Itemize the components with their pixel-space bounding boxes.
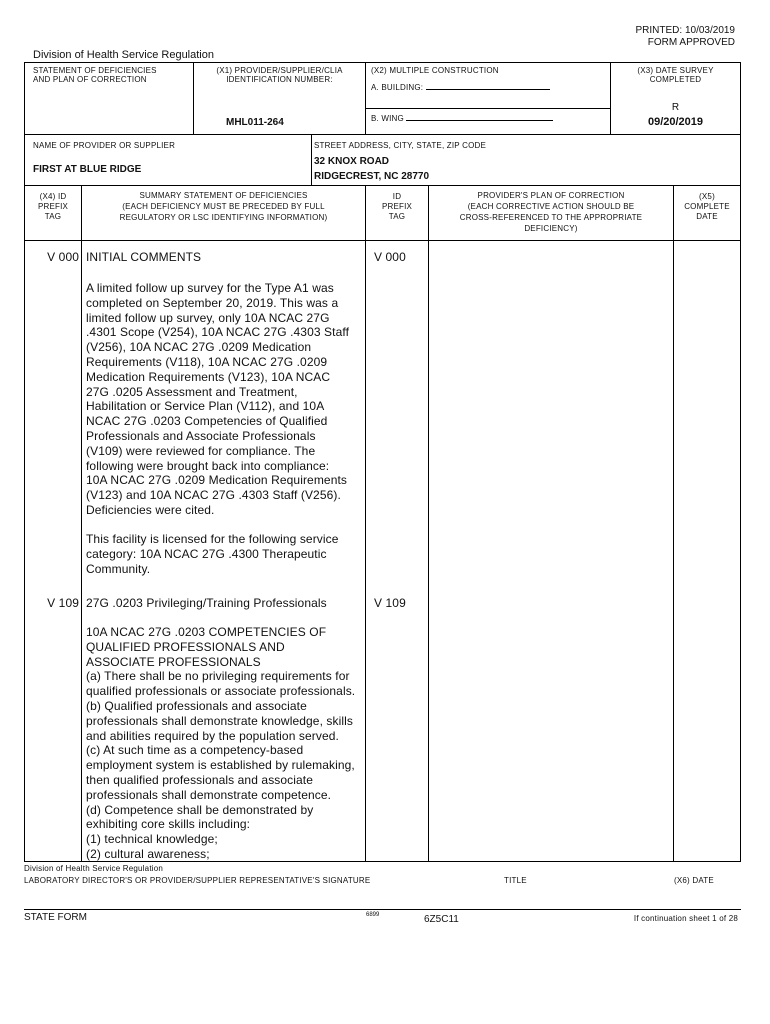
address-label: STREET ADDRESS, CITY, STATE, ZIP CODE	[314, 141, 487, 150]
x5-header: (X5) COMPLETE DATE	[684, 192, 730, 221]
form-status: FORM APPROVED	[647, 37, 735, 48]
v000-paragraph-2: This facility is licensed for the following service category: 10A NCAC 27G .4300 Therapeutic Community.	[86, 532, 339, 576]
v000-id-tag: V 000	[374, 250, 406, 264]
plan-header: PROVIDER'S PLAN OF CORRECTION (EACH CORRECTIVE ACTION SHOULD BE CROSS-REFERENCED TO THE APPROPRIATE DEFICIENCY)	[459, 191, 643, 233]
provider-name: FIRST AT BLUE RIDGE	[33, 164, 142, 175]
continuation-sheet: If continuation sheet 1 of 28	[633, 914, 738, 923]
address-line-2: RIDGECREST, NC 28770	[314, 171, 430, 182]
title-label: TITLE	[504, 876, 527, 885]
x3-label: (X3) DATE SURVEY COMPLETED	[637, 66, 714, 84]
footer-division: Division of Health Service Regulation	[24, 864, 164, 873]
v000-prefix-tag: V 000	[47, 250, 79, 264]
summary-header: SUMMARY STATEMENT OF DEFICIENCIES (EACH DEFICIENCY MUST BE PRECEDED BY FULL REGULATORY OR LSC IDENTIFYING INFORMATION)	[119, 191, 328, 222]
state-form-label: STATE FORM	[24, 912, 87, 923]
building-blank	[426, 89, 550, 90]
v000-title: INITIAL COMMENTS	[86, 250, 202, 264]
x2-label: (X2) MULTIPLE CONSTRUCTION	[371, 66, 499, 75]
division-title: Division of Health Service Regulation	[33, 49, 214, 61]
wing-blank	[406, 120, 553, 121]
x4-header: (X4) ID PREFIX TAG	[37, 192, 69, 221]
id-header: ID PREFIX TAG	[381, 192, 413, 221]
v000-paragraph-1: A limited follow up survey for the Type A1 was completed on September 20, 2019. This was a limited follow up survey, only 10A NCAC 27G .4301 Scope (V254), 10A NCAC 27G .4303 Staff (V256), 10A NCAC 27G .0209 Medication Requirements (V118), 10A NCAC 27G .0209 Medication Requirements (V123), 10A NCAC 27G .0205 Assessment and Treatment, Habilitation or Service Plan (V112), and 10A NCAC 27G .0203 Competencies of Qualified Professionals and Associate Professionals (V109) were reviewed for compliance. The following were brought back into compliance: 10A NCAC 27G .0209 Medication Requirements (V123) and 10A NCAC 27G .4303 Staff (V256). Deficiencies were cited.	[86, 281, 350, 517]
v109-id-tag: V 109	[374, 596, 406, 610]
survey-date: 09/20/2019	[647, 116, 704, 128]
printed-date: PRINTED: 10/03/2019	[635, 25, 735, 36]
form-number: 6899	[366, 912, 380, 918]
event-id: 6Z5C11	[424, 914, 459, 925]
provider-name-label: NAME OF PROVIDER OR SUPPLIER	[33, 141, 176, 150]
v109-prefix-tag: V 109	[47, 596, 79, 610]
v109-paragraph-1: 10A NCAC 27G .0203 COMPETENCIES OF QUALIFIED PROFESSIONALS AND ASSOCIATE PROFESSIONALS (a) There shall be no privileging requirements for qualified professionals or associate professionals. (b) Qualified professionals and associate professionals shall demonstrate knowledge, skills and abilities required by the population served. (c) At such time as a competency-based employment system is established by rulemaking, then qualified professionals and associate professionals shall demonstrate competence. (d) Competence shall be demonstrated by exhibiting core skills including: (1) technical knowledge; (2) cultural awareness;	[86, 625, 356, 861]
wing-field: B. WING	[371, 114, 553, 123]
statement-label: STATEMENT OF DEFICIENCIES AND PLAN OF CORRECTION	[33, 66, 157, 84]
x1-label: (X1) PROVIDER/SUPPLIER/CLIA IDENTIFICATION NUMBER:	[216, 66, 343, 84]
v109-title: 27G .0203 Privileging/Training Professionals	[86, 596, 327, 610]
address-line-1: 32 KNOX ROAD	[314, 156, 390, 167]
survey-code: R	[671, 102, 680, 113]
signature-label: LABORATORY DIRECTOR'S OR PROVIDER/SUPPLIER REPRESENTATIVE'S SIGNATURE	[24, 876, 371, 885]
provider-id: MHL011-264	[226, 117, 284, 128]
building-field: A. BUILDING:	[371, 83, 550, 92]
x6-date-label: (X6) DATE	[674, 876, 714, 885]
